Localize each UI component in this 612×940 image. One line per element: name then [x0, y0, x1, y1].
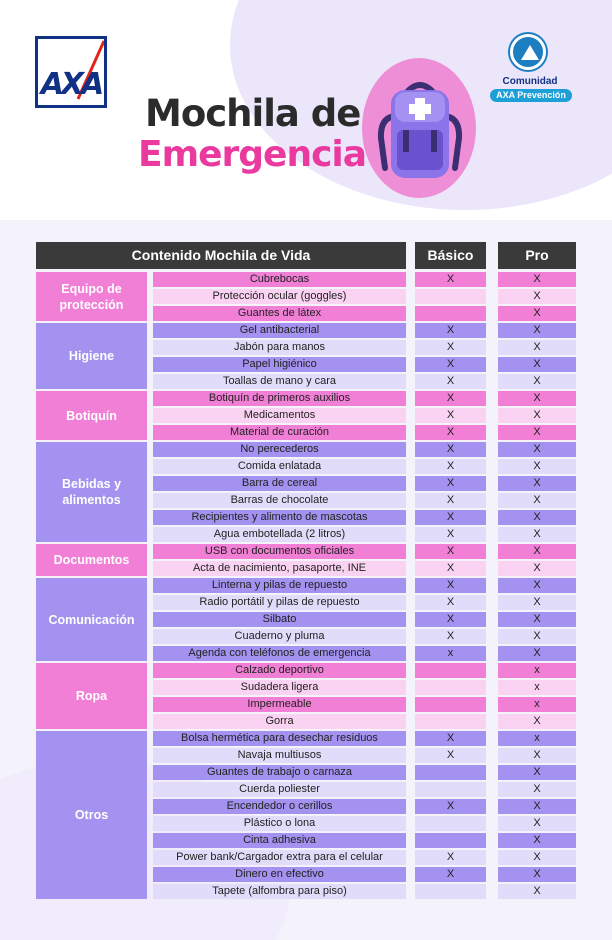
pro-cell: X	[498, 629, 576, 644]
item-label-cell: Linterna y pilas de repuesto	[153, 578, 406, 593]
item-label-cell: Botiquín de primeros auxilios	[153, 391, 406, 406]
item-label-cell: Gel antibacterial	[153, 323, 406, 338]
pro-cell: x	[498, 731, 576, 746]
basico-cell: X	[415, 510, 486, 525]
axa-logo-text: AXA	[40, 67, 102, 102]
item-label-cell: Plástico o lona	[153, 816, 406, 831]
pro-cell: X	[498, 884, 576, 899]
pro-cell: X	[498, 867, 576, 882]
community-label: Comunidad	[502, 76, 558, 87]
item-label-cell: Encendedor o cerillos	[153, 799, 406, 814]
pro-cell: X	[498, 612, 576, 627]
item-label-cell: Sudadera ligera	[153, 680, 406, 695]
pro-cell: X	[498, 765, 576, 780]
basico-cell: X	[415, 578, 486, 593]
item-label-cell: Silbato	[153, 612, 406, 627]
pro-cell: X	[498, 425, 576, 440]
item-label-cell: Agua embotellada (2 litros)	[153, 527, 406, 542]
item-label-cell: No perecederos	[153, 442, 406, 457]
item-label-cell: Bolsa hermética para desechar residuos	[153, 731, 406, 746]
community-emblem-icon	[510, 34, 546, 70]
backpack-icon	[365, 78, 475, 188]
pro-cell: X	[498, 595, 576, 610]
pro-cell: X	[498, 833, 576, 848]
basico-cell	[415, 663, 486, 678]
pro-cell: X	[498, 578, 576, 593]
item-label-cell: Material de curación	[153, 425, 406, 440]
basico-cell: X	[415, 476, 486, 491]
basico-cell	[415, 680, 486, 695]
basico-cell: X	[415, 595, 486, 610]
basico-cell: X	[415, 748, 486, 763]
basico-cell: X	[415, 323, 486, 338]
pro-cell: X	[498, 340, 576, 355]
basico-cell	[415, 289, 486, 304]
pro-cell: X	[498, 748, 576, 763]
item-label-cell: Gorra	[153, 714, 406, 729]
item-label-cell: Recipientes y alimento de mascotas	[153, 510, 406, 525]
pro-cell: X	[498, 391, 576, 406]
basico-cell: X	[415, 731, 486, 746]
pro-cell: X	[498, 442, 576, 457]
pro-cell: X	[498, 306, 576, 321]
basico-cell: X	[415, 442, 486, 457]
item-label-cell: Medicamentos	[153, 408, 406, 423]
category-label: Botiquín	[36, 391, 147, 440]
category-label: Documentos	[36, 544, 147, 576]
basico-cell	[415, 884, 486, 899]
pro-cell: x	[498, 663, 576, 678]
basico-cell: x	[415, 646, 486, 661]
pro-cell: X	[498, 782, 576, 797]
pro-cell: X	[498, 510, 576, 525]
community-logo-icon	[488, 34, 588, 104]
pro-cell: X	[498, 408, 576, 423]
pro-cell: X	[498, 799, 576, 814]
category-label: Ropa	[36, 663, 147, 729]
item-label-cell: USB con documentos oficiales	[153, 544, 406, 559]
pro-cell: X	[498, 714, 576, 729]
item-label-cell: Cinta adhesiva	[153, 833, 406, 848]
basico-cell	[415, 833, 486, 848]
item-label-cell: Cubrebocas	[153, 272, 406, 287]
column-header-basico: Básico	[415, 242, 486, 269]
item-label-cell: Navaja multiusos	[153, 748, 406, 763]
item-label-cell: Impermeable	[153, 697, 406, 712]
item-label-cell: Guantes de látex	[153, 306, 406, 321]
axa-logo-icon	[35, 36, 107, 108]
pro-cell: X	[498, 272, 576, 287]
basico-cell: X	[415, 561, 486, 576]
basico-cell: X	[415, 544, 486, 559]
pro-cell: X	[498, 850, 576, 865]
basico-cell: X	[415, 408, 486, 423]
basico-cell: X	[415, 799, 486, 814]
item-label-cell: Guantes de trabajo o carnaza	[153, 765, 406, 780]
pro-cell: X	[498, 357, 576, 372]
page-title-line1: Mochila de	[145, 92, 361, 135]
category-label: Higiene	[36, 323, 147, 389]
item-label-cell: Jabón para manos	[153, 340, 406, 355]
pro-cell: X	[498, 646, 576, 661]
basico-cell: X	[415, 340, 486, 355]
basico-cell	[415, 714, 486, 729]
column-header-contenido: Contenido Mochila de Vida	[36, 242, 406, 269]
category-label: Otros	[36, 731, 147, 899]
basico-cell: X	[415, 527, 486, 542]
pro-cell: x	[498, 680, 576, 695]
basico-cell: X	[415, 459, 486, 474]
item-label-cell: Acta de nacimiento, pasaporte, INE	[153, 561, 406, 576]
basico-cell: X	[415, 629, 486, 644]
item-label-cell: Tapete (alfombra para piso)	[153, 884, 406, 899]
basico-cell: X	[415, 357, 486, 372]
item-label-cell: Barra de cereal	[153, 476, 406, 491]
item-label-cell: Dinero en efectivo	[153, 867, 406, 882]
pro-cell: X	[498, 459, 576, 474]
basico-cell	[415, 816, 486, 831]
basico-cell: X	[415, 374, 486, 389]
pro-cell: X	[498, 323, 576, 338]
category-label: Bebidas y alimentos	[36, 442, 147, 542]
item-label-cell: Cuerda poliester	[153, 782, 406, 797]
basico-cell: X	[415, 612, 486, 627]
pro-cell: X	[498, 544, 576, 559]
item-label-cell: Barras de chocolate	[153, 493, 406, 508]
pro-cell: X	[498, 561, 576, 576]
column-header-pro: Pro	[498, 242, 576, 269]
item-label-cell: Power bank/Cargador extra para el celular	[153, 850, 406, 865]
item-label-cell: Protección ocular (goggles)	[153, 289, 406, 304]
basico-cell: X	[415, 272, 486, 287]
pro-cell: x	[498, 697, 576, 712]
pro-cell: X	[498, 493, 576, 508]
basico-cell	[415, 765, 486, 780]
item-label-cell: Agenda con teléfonos de emergencia	[153, 646, 406, 661]
item-label-cell: Calzado deportivo	[153, 663, 406, 678]
item-label-cell: Radio portátil y pilas de repuesto	[153, 595, 406, 610]
item-label-cell: Cuaderno y pluma	[153, 629, 406, 644]
category-label: Comunicación	[36, 578, 147, 661]
category-label: Equipo de protección	[36, 272, 147, 321]
basico-cell: X	[415, 391, 486, 406]
community-badge: AXA Prevención	[490, 89, 572, 102]
basico-cell	[415, 306, 486, 321]
basico-cell: X	[415, 425, 486, 440]
pro-cell: X	[498, 476, 576, 491]
basico-cell: X	[415, 850, 486, 865]
item-label-cell: Toallas de mano y cara	[153, 374, 406, 389]
basico-cell: X	[415, 493, 486, 508]
item-label-cell: Papel higiénico	[153, 357, 406, 372]
pro-cell: X	[498, 289, 576, 304]
basico-cell: X	[415, 867, 486, 882]
basico-cell	[415, 697, 486, 712]
pro-cell: X	[498, 816, 576, 831]
pro-cell: X	[498, 527, 576, 542]
basico-cell	[415, 782, 486, 797]
page-title-line2: Emergencia	[138, 134, 367, 175]
pro-cell: X	[498, 374, 576, 389]
item-label-cell: Comida enlatada	[153, 459, 406, 474]
